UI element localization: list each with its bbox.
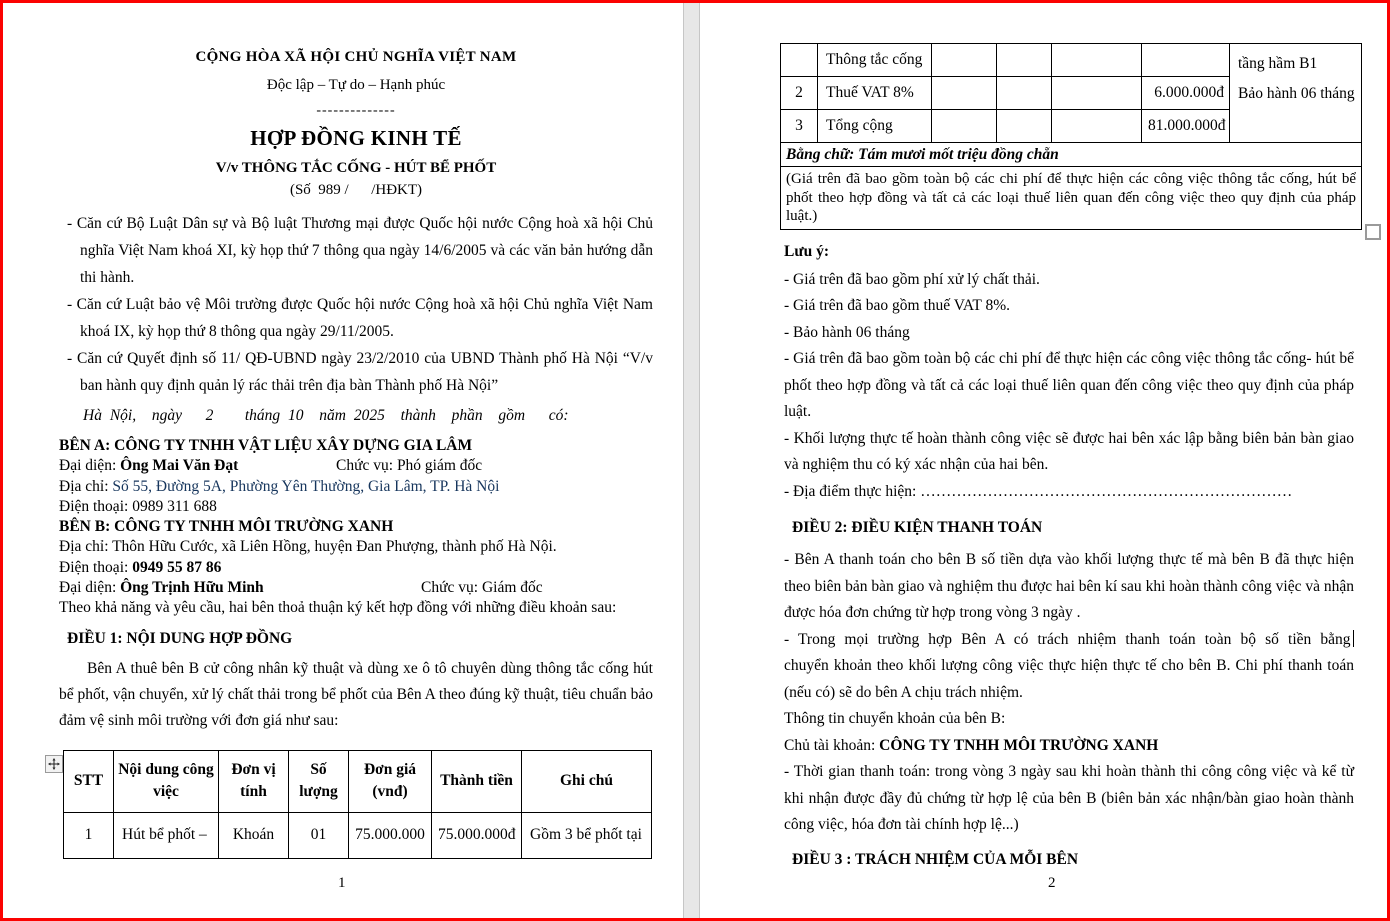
article-3-heading: ĐIỀU 3 : TRÁCH NHIỆM CỦA MỖI BÊN bbox=[792, 850, 1079, 868]
cell-empty bbox=[932, 110, 997, 143]
role-value: Phó giám đốc bbox=[396, 457, 483, 475]
header-cell-don-vi: Đơn vị tính bbox=[219, 750, 289, 812]
role-value: Giám đốc bbox=[481, 579, 543, 597]
role-line bbox=[336, 456, 482, 476]
note-item-3: - Bảo hành 06 tháng bbox=[784, 323, 910, 341]
article-1-heading: ĐIỀU 1: NỘI DUNG HỢP ĐỒNG bbox=[67, 629, 293, 647]
table-resize-handle[interactable] bbox=[1365, 224, 1381, 240]
cell-empty bbox=[1142, 44, 1230, 77]
national-motto-line2: Độc lập – Tự do – Hạnh phúc bbox=[266, 77, 446, 93]
party-b-address bbox=[59, 537, 653, 557]
cell-item: Thuế VAT 8% bbox=[818, 77, 932, 110]
header-cell-ghi-chu: Ghi chú bbox=[522, 750, 652, 812]
note-item-5: - Khối lượng thực tế hoàn thành công việc sẽ được hai bên xác lập bằng biên bản bàn giao và nghiệm thu có ký xác nhận của hai bên. bbox=[784, 429, 1354, 473]
legal-citation-2: - Căn cứ Luật bảo vệ Môi trường được Quốc hội nước Cộng hoà xã hội Chủ nghĩa Việt Nam khoá IX, kỳ họp thứ 8 thông qua ngày 29/11/2005. bbox=[67, 296, 653, 340]
role-label: Chức vụ: bbox=[421, 579, 482, 597]
cell-thanh-tien: 75.000.000đ bbox=[432, 812, 522, 858]
cell-noi-dung: Hút bể phốt – bbox=[114, 812, 219, 858]
cell-empty bbox=[997, 44, 1052, 77]
cell-empty bbox=[932, 44, 997, 77]
agreement-line: Theo khả năng và yêu cầu, hai bên thoả thuận ký kết hợp đồng với những điều khoản sau: bbox=[59, 599, 617, 617]
price-table bbox=[63, 750, 652, 859]
article-2-paragraph-1: - Bên A thanh toán cho bên B số tiền dựa vào khối lượng thực tế mà bên B đã thực hiện theo biên bản bàn giao và nghiệm thu được hai bên kí sau khi hoàn thành công việc và nhận được hóa đơn chứng từ hợp trong vòng 3 ngày . bbox=[784, 551, 1354, 621]
article-2-paragraph-2-rest: chuyển khoản theo khối lượng công việc thực hiện thực tế cho bên B. Chi phí thanh toán (nếu có) sẽ do bên A chịu trách nhiệm. bbox=[784, 657, 1354, 701]
party-a-phone bbox=[59, 497, 653, 517]
note-item-1: - Giá trên đã bao gồm phí xử lý chất thải. bbox=[784, 270, 1040, 288]
price-table-continued bbox=[780, 43, 1362, 230]
price-table-row-1 bbox=[64, 812, 652, 858]
header-cell-stt: STT bbox=[64, 750, 114, 812]
cell-so-luong: 01 bbox=[289, 812, 349, 858]
page-1 bbox=[3, 3, 683, 918]
cell-empty bbox=[1052, 77, 1142, 110]
phone-value: 0949 55 87 86 bbox=[132, 558, 222, 576]
cell-empty bbox=[997, 77, 1052, 110]
contract-number: (Số 989 / /HĐKT) bbox=[289, 182, 423, 198]
addr-value: Số 55, Đường 5A, Phường Yên Thường, Gia Lâm, TP. Hà Nội bbox=[112, 477, 500, 495]
rep-name: Ông Mai Văn Đạt bbox=[116, 457, 239, 475]
price-table-header-row bbox=[64, 750, 652, 812]
ghi-chu-line2: Bảo hành 06 tháng bbox=[1238, 85, 1355, 102]
article-1-body: Bên A thuê bên B cử công nhân kỹ thuật và dùng xe ô tô chuyên dùng thông tắc cống hút bể phốt, vận chuyển, xử lý chất thải trong bể phốt của Bên A theo đúng kỹ thuật, tiêu chuẩn bảo đảm vệ sinh môi trường với đơn giá như sau: bbox=[59, 659, 653, 729]
cell-don-vi: Khoán bbox=[219, 812, 289, 858]
addr-label: Địa chỉ: bbox=[59, 477, 113, 495]
legal-citation-1: - Căn cứ Bộ Luật Dân sự và Bộ luật Thương mại được Quốc hội nước Cộng hoà xã hội Chủ nghĩa Việt Nam khoá XI, kỳ họp thứ 7 thông qua ngày 14/6/2005 và các văn bản hướng dẫn thi hành. bbox=[67, 215, 653, 286]
row-amount-in-words bbox=[781, 143, 1362, 167]
move-cross-icon bbox=[48, 758, 60, 770]
cell-don-gia: 75.000.000 bbox=[349, 812, 432, 858]
table-move-handle[interactable] bbox=[45, 755, 63, 773]
cell-stt: 2 bbox=[781, 77, 818, 110]
paragraph-text: - Trong mọi trường hợp Bên A có trách nhiệm thanh toán toàn bộ số tiền bằng bbox=[784, 630, 1351, 648]
cell-empty bbox=[1052, 110, 1142, 143]
date-line: Hà Nội, ngày 2 tháng 10 năm 2025 thành phần gồm có: bbox=[83, 407, 569, 424]
party-b-representative bbox=[59, 578, 653, 598]
addr-label: Địa chỉ: bbox=[59, 538, 113, 556]
role-line bbox=[421, 578, 543, 598]
motto-divider: -------------- bbox=[316, 103, 396, 118]
note-item-4: - Giá trên đã bao gồm toàn bộ các chi phí để thực hiện các công việc thông tắc cống- hút bể phốt theo hợp đồng và tất cả các loại thuế liên quan đến công việc theo quy định của pháp luật. bbox=[784, 350, 1354, 420]
price-note: (Giá trên đã bao gồm toàn bộ các chi phí để thực hiện các công việc thông tắc cống, hút bể phốt theo hợp đồng và tất cả các loại thuế liên quan đến công việc theo quy định của pháp luật.) bbox=[781, 167, 1362, 230]
rep-label: Đại diện: bbox=[59, 579, 121, 597]
rep-name: Ông Trịnh Hữu Minh bbox=[120, 579, 264, 597]
page-separator bbox=[683, 3, 700, 918]
addr-value: Thôn Hữu Cước, xã Liên Hồng, huyện Đan Phượng, thành phố Hà Nội. bbox=[112, 538, 557, 556]
page-2 bbox=[700, 3, 1390, 918]
text-cursor bbox=[1353, 630, 1355, 647]
ghi-chu-line1: tầng hầm B1 bbox=[1238, 55, 1318, 72]
cell-item: Thông tắc cống bbox=[818, 44, 932, 77]
page-number-2: 2 bbox=[1048, 875, 1056, 891]
rep-label: Đại diện: bbox=[59, 457, 117, 475]
cell-empty bbox=[1052, 44, 1142, 77]
account-label: Chủ tài khoản: bbox=[784, 736, 880, 754]
party-a-title: BÊN A: CÔNG TY TNHH VẬT LIỆU XÂY DỰNG GIA LÂM bbox=[59, 437, 473, 454]
account-holder-line bbox=[784, 733, 1354, 760]
party-a-representative bbox=[59, 456, 653, 476]
article-2-paragraph-3: - Thời gian thanh toán: trong vòng 3 ngày sau khi hoàn thành thi công công việc và kể từ khi nhận được đầy đủ chứng từ hợp lệ của bên B (biên bản xác nhận/bàn giao hoàn thành công việc, hóa đơn tài chính hợp lệ...) bbox=[784, 763, 1354, 833]
phone-label: Điện thoại: bbox=[59, 497, 133, 515]
role-label: Chức vụ: bbox=[336, 457, 397, 475]
legal-citation-3: - Căn cứ Quyết định số 11/ QĐ-UBND ngày 23/2/2010 của UBND Thành phố Hà Nội “V/v ban hành quy định quản lý rác thải trên địa bàn Thành phố Hà Nội” bbox=[67, 350, 653, 394]
cell-stt: 1 bbox=[64, 812, 114, 858]
header-cell-don-gia: Đơn giá (vnđ) bbox=[349, 750, 432, 812]
cell-empty bbox=[997, 110, 1052, 143]
page-number-1: 1 bbox=[338, 875, 346, 891]
cell-stt bbox=[781, 44, 818, 77]
cell-empty bbox=[932, 77, 997, 110]
party-b-phone bbox=[59, 558, 653, 578]
header-cell-so-luong: Số lượng bbox=[289, 750, 349, 812]
party-a-address bbox=[59, 477, 653, 497]
cell-stt: 3 bbox=[781, 110, 818, 143]
row-thong-tac-cong bbox=[781, 44, 1362, 77]
cell-amount: 81.000.000đ bbox=[1142, 110, 1230, 143]
transfer-info-line: Thông tin chuyển khoản của bên B: bbox=[784, 710, 1006, 727]
party-b-title: BÊN B: CÔNG TY TNHH MÔI TRƯỜNG XANH bbox=[59, 518, 394, 536]
contract-title: HỢP ĐỒNG KINH TẾ bbox=[250, 126, 462, 150]
cell-ghi-chu-merged bbox=[1230, 44, 1362, 143]
account-name: CÔNG TY TNHH MÔI TRƯỜNG XANH bbox=[879, 736, 1159, 754]
article-2-heading: ĐIỀU 2: ĐIỀU KIỆN THANH TOÁN bbox=[792, 519, 1043, 536]
notes-heading: Lưu ý: bbox=[784, 242, 830, 260]
header-cell-noi-dung: Nội dung công việc bbox=[114, 750, 219, 812]
header-cell-thanh-tien: Thành tiền bbox=[432, 750, 522, 812]
cell-amount: 6.000.000đ bbox=[1142, 77, 1230, 110]
amount-in-words: Bằng chữ: Tám mươi mốt triệu đồng chẵn bbox=[781, 143, 1362, 167]
note-item-6: - Địa điểm thực hiện: ……………………………………………………………… bbox=[784, 482, 1293, 500]
cell-item: Tổng cộng bbox=[818, 110, 932, 143]
phone-label: Điện thoại: bbox=[59, 558, 133, 576]
note-item-2: - Giá trên đã bao gồm thuế VAT 8%. bbox=[784, 297, 1011, 314]
row-price-note bbox=[781, 167, 1362, 230]
phone-value: 0989 311 688 bbox=[132, 497, 217, 515]
national-motto-line1: CỘNG HÒA XÃ HỘI CHỦ NGHĨA VIỆT NAM bbox=[195, 49, 517, 65]
article-2-paragraph-2-line1 bbox=[784, 627, 1354, 654]
cell-ghi-chu: Gồm 3 bể phốt tại bbox=[522, 812, 652, 858]
contract-subtitle: V/v THÔNG TẮC CỐNG - HÚT BỂ PHỐT bbox=[215, 160, 497, 176]
